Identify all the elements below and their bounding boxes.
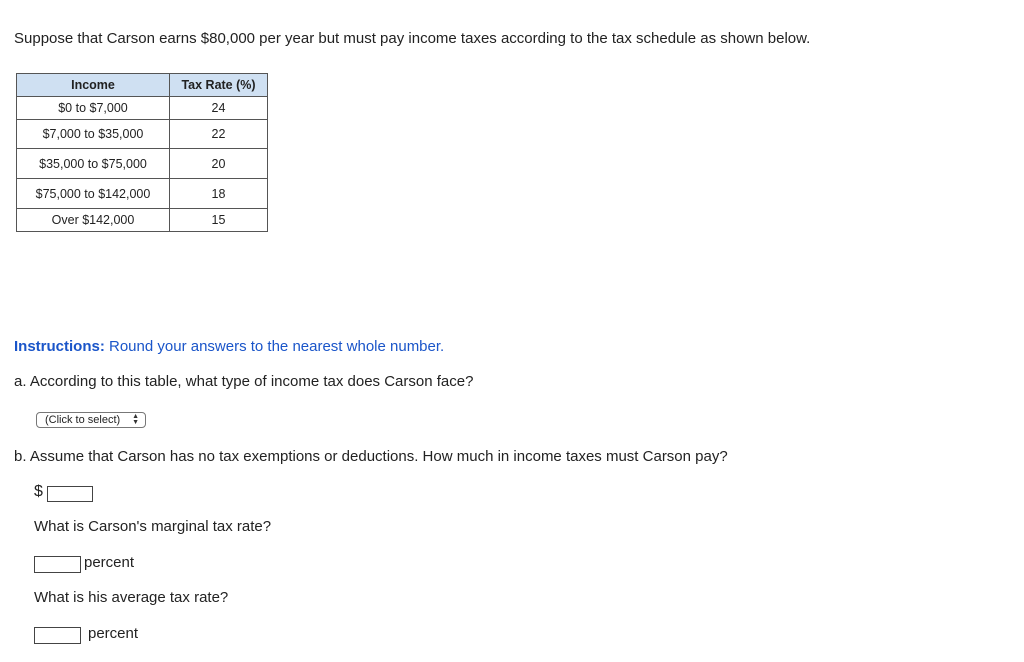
tax-rate: 22: [170, 120, 268, 149]
instructions-text: Round your answers to the nearest whole number.: [104, 338, 445, 355]
marginal-rate-question: What is Carson's marginal tax rate?: [34, 518, 272, 535]
income-bracket: $75,000 to $142,000: [17, 179, 170, 209]
header-tax-rate: Tax Rate (%): [170, 74, 268, 97]
average-rate-input[interactable]: [34, 627, 81, 644]
income-taxes-input[interactable]: [47, 486, 93, 502]
table-row: [17, 179, 268, 209]
tax-rate: 18: [170, 179, 268, 209]
tax-schedule-table: [16, 73, 268, 232]
income-bracket: $0 to $7,000: [17, 97, 170, 120]
tax-rate: 24: [170, 97, 268, 120]
tax-rate: 20: [170, 149, 268, 179]
dollar-sign: $: [34, 483, 43, 500]
question-a-text: a. According to this table, what type of income tax does Carson face?: [14, 373, 474, 390]
question-b-text: b. Assume that Carson has no tax exemptions or deductions. How much in income taxes must Carson pay?: [14, 448, 728, 465]
income-bracket: $7,000 to $35,000: [17, 120, 170, 149]
marginal-rate-input[interactable]: [34, 556, 81, 573]
average-rate-question: What is his average tax rate?: [34, 589, 229, 606]
table-row: [17, 209, 268, 232]
table-row: [17, 149, 268, 179]
average-rate-unit: percent: [88, 625, 139, 642]
select-label: (Click to select): [45, 414, 121, 426]
tax-rate: 15: [170, 209, 268, 232]
income-bracket: $35,000 to $75,000: [17, 149, 170, 179]
instructions-lead: Instructions:: [14, 338, 105, 355]
intro-text: Suppose that Carson earns $80,000 per year but must pay income taxes according to the tax schedule as shown below.: [14, 30, 811, 47]
header-income: Income: [17, 74, 170, 97]
table-row: [17, 97, 268, 120]
tax-type-select[interactable]: [36, 412, 146, 428]
income-bracket: Over $142,000: [17, 209, 170, 232]
instructions: [14, 338, 444, 355]
marginal-rate-unit: percent: [84, 554, 135, 571]
up-down-arrows-icon: ▲ ▼: [132, 413, 139, 426]
table-header-row: [17, 74, 268, 97]
table-row: [17, 120, 268, 149]
